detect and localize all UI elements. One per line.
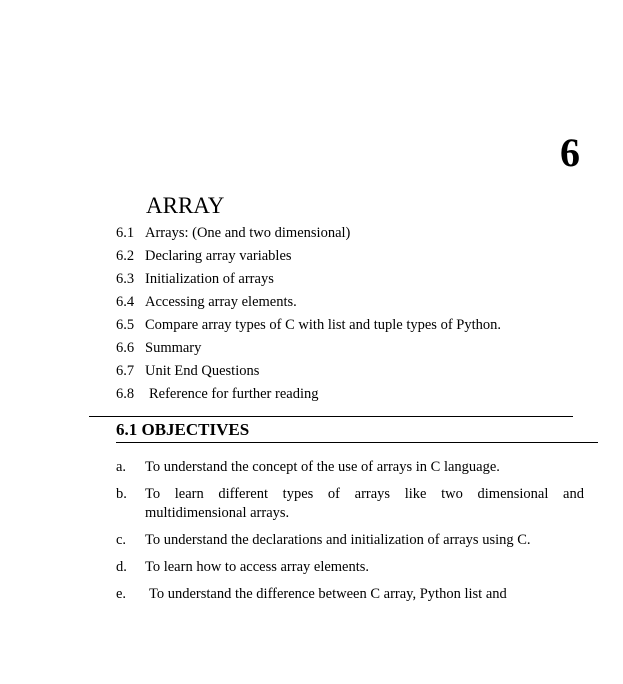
objective-letter: c. [116, 532, 127, 548]
objective-text: To understand the difference between C array, Python list and [149, 586, 507, 602]
toc-text: Reference for further reading [149, 386, 319, 402]
chapter-title: ARRAY [146, 193, 225, 218]
objective-text: To understand the declarations and initialization of arrays using C. [145, 532, 531, 548]
objective-text: To learn different types of arrays like two dimensional and multidimensional arrays. [145, 486, 584, 521]
objective-item [116, 458, 584, 477]
objective-letter: b. [116, 486, 127, 502]
objective-letter: d. [116, 559, 127, 575]
toc-item [116, 222, 501, 245]
toc-number: 6.5 [116, 317, 135, 333]
toc-number: 6.8 [116, 386, 135, 402]
toc-text: Unit End Questions [145, 363, 260, 379]
toc-number: 6.1 [116, 225, 135, 241]
table-of-contents [116, 222, 501, 406]
toc-text: Arrays: (One and two dimensional) [145, 225, 351, 241]
toc-text: Initialization of arrays [145, 271, 274, 287]
divider [89, 416, 573, 417]
toc-item [116, 337, 501, 360]
chapter-number: 6 [560, 130, 580, 175]
objective-text: To learn how to access array elements. [145, 559, 370, 575]
toc-number: 6.4 [116, 294, 135, 310]
toc-item [116, 291, 501, 314]
toc-number: 6.2 [116, 248, 135, 264]
objective-item [116, 485, 584, 523]
objective-item [116, 531, 584, 550]
toc-text: Declaring array variables [145, 248, 292, 264]
toc-item [116, 383, 501, 406]
objective-letter: a. [116, 459, 127, 475]
section-heading: 6.1 OBJECTIVES [116, 420, 250, 439]
objective-letter: e. [116, 586, 127, 602]
divider [116, 442, 598, 443]
toc-number: 6.3 [116, 271, 135, 287]
objective-text: To understand the concept of the use of arrays in C language. [145, 459, 500, 475]
objective-item [116, 585, 584, 604]
toc-text: Accessing array elements. [145, 294, 297, 310]
toc-text: Compare array types of C with list and tuple types of Python. [145, 317, 502, 333]
toc-item [116, 314, 501, 337]
toc-item [116, 245, 501, 268]
toc-item [116, 268, 501, 291]
toc-item [116, 360, 501, 383]
toc-number: 6.7 [116, 363, 135, 379]
toc-text: Summary [145, 340, 202, 356]
objective-item [116, 558, 584, 577]
toc-number: 6.6 [116, 340, 135, 356]
